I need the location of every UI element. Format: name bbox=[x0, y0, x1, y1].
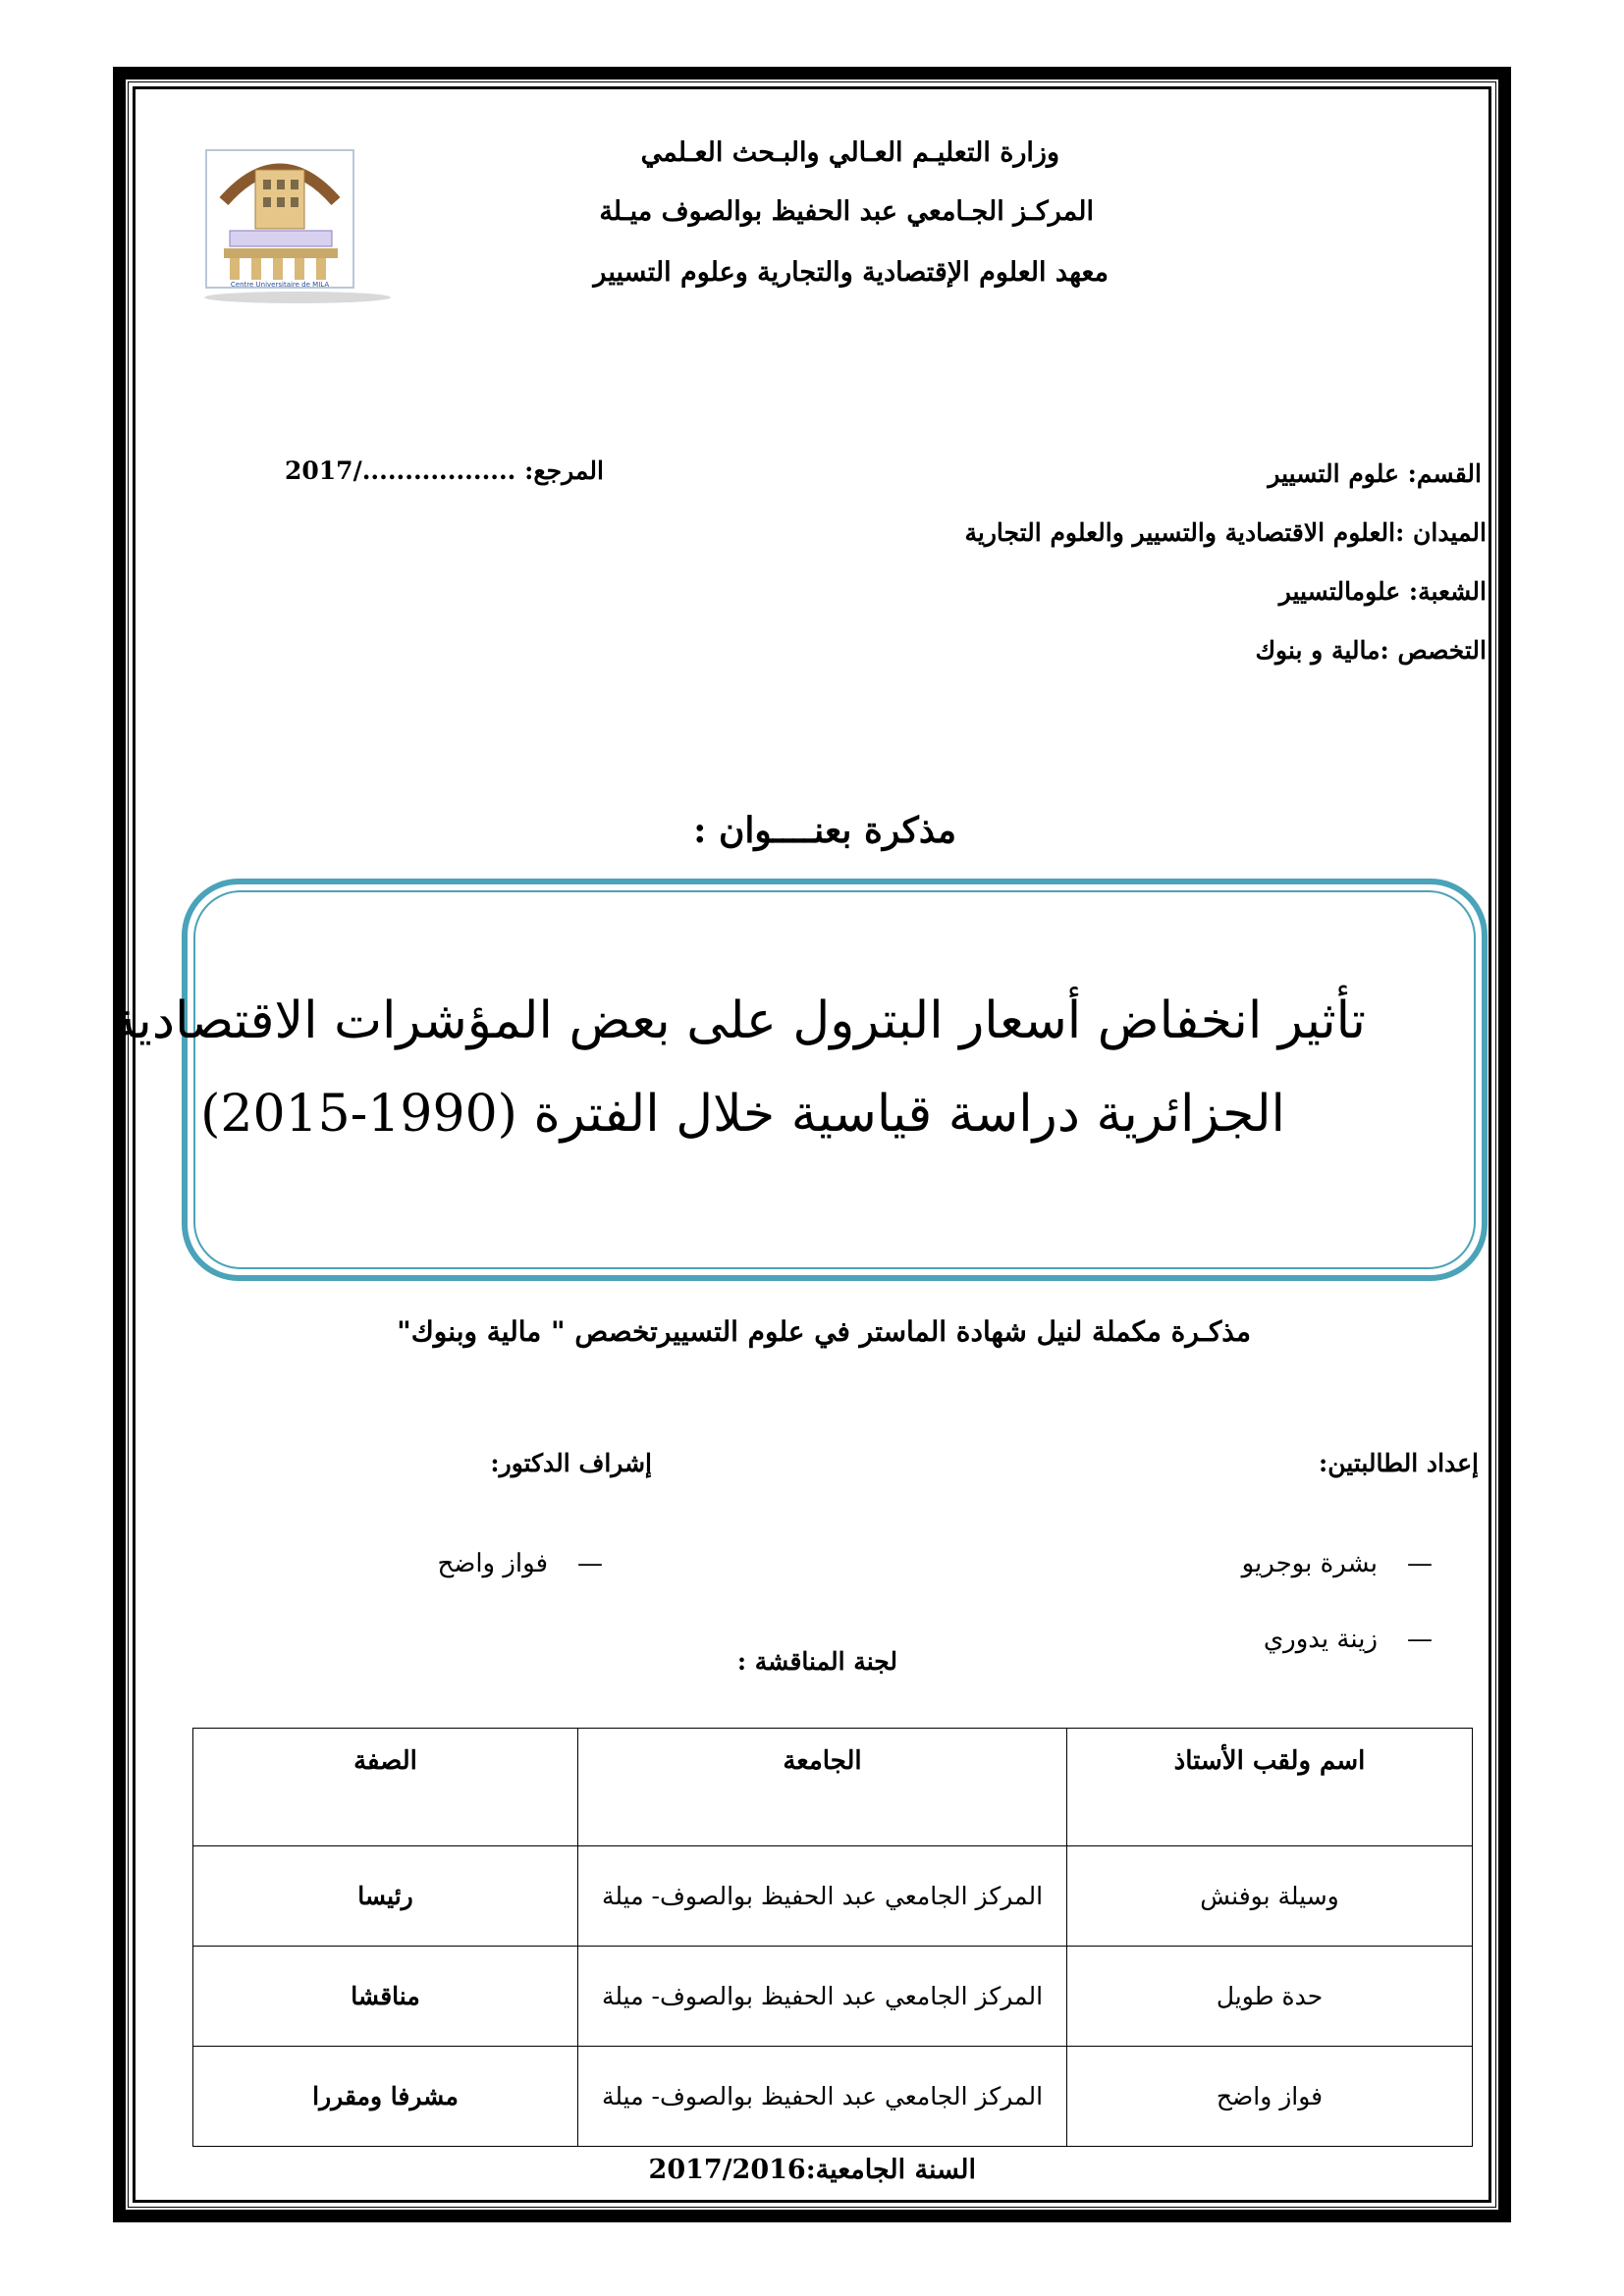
institute-name: معهد العلوم الإقتصادية والتجارية وعلوم التسيير bbox=[593, 257, 1109, 288]
jury-member-university: المركز الجامعي عبد الحفيظ بوالصوف- ميلة bbox=[578, 1947, 1067, 2047]
academic-year: السنة الجامعية:2017/2016 bbox=[648, 2155, 976, 2185]
jury-member-name: فواز واضح bbox=[1067, 2047, 1473, 2147]
header-role: الصفة bbox=[193, 1729, 578, 1846]
supervisor-label: إشراف الدكتور: bbox=[490, 1449, 652, 1477]
field-line: الميدان :العلوم الاقتصادية والتسيير والعلوم التجارية bbox=[964, 518, 1487, 547]
header-professor: اسم ولقب الأستاذ bbox=[1067, 1729, 1473, 1846]
table-row bbox=[193, 1846, 1473, 1947]
table-row bbox=[193, 1947, 1473, 2047]
title-box-inner bbox=[193, 890, 1476, 1269]
thesis-title-line1: تأثير انخفاض أسعار البترول على بعض المؤشرات الاقتصادية bbox=[110, 991, 1366, 1050]
supervisor-name: —فواز واضح bbox=[437, 1549, 603, 1578]
thesis-title-line2: الجزائرية دراسة قياسية خلال الفترة (1990-2015) bbox=[200, 1085, 1285, 1144]
jury-header-row bbox=[193, 1729, 1473, 1846]
logo-caption: Centre Universitaire de MILA bbox=[230, 281, 330, 289]
jury-member-university: المركز الجامعي عبد الحفيظ بوالصوف- ميلة bbox=[578, 2047, 1067, 2147]
department-line: القسم: علوم التسيير bbox=[1268, 459, 1482, 488]
memo-subtitle: مذكـرة مكملة لنيل شهادة الماستر في علوم التسييرتخصص " مالية وبنوك" bbox=[397, 1315, 1251, 1348]
students-label: إعداد الطالبتين: bbox=[1319, 1449, 1479, 1477]
table-row bbox=[193, 2047, 1473, 2147]
branch-line: الشعبة: علومالتسيير bbox=[1278, 577, 1487, 606]
jury-member-name: حدة طويل bbox=[1067, 1947, 1473, 2047]
student-name-1: —بشرة بوجريو bbox=[1241, 1549, 1433, 1578]
student-name-2: —زينة يدوري bbox=[1263, 1625, 1433, 1654]
jury-table bbox=[192, 1728, 1473, 2147]
memo-label: مذكرة بعنــــوان : bbox=[693, 810, 956, 851]
header-university: الجامعة bbox=[578, 1729, 1067, 1846]
jury-member-university: المركز الجامعي عبد الحفيظ بوالصوف- ميلة bbox=[578, 1846, 1067, 1947]
jury-member-role: مشرفا ومقررا bbox=[193, 2047, 578, 2147]
jury-member-role: رئيسا bbox=[193, 1846, 578, 1947]
reference-line: المرجع: ................../2017 bbox=[285, 456, 604, 485]
center-name: المركـز الجـامعي عبد الحفيظ بوالصوف ميـلة bbox=[599, 196, 1094, 227]
specialty-line: التخصص :مالية و بنوك bbox=[1255, 636, 1487, 665]
university-logo bbox=[194, 142, 401, 304]
jury-member-role: مناقشا bbox=[193, 1947, 578, 2047]
ministry-name: وزارة التعليـم العـالي والبـحث العـلمي bbox=[640, 137, 1059, 168]
jury-member-name: وسيلة بوفنش bbox=[1067, 1846, 1473, 1947]
jury-label: لجنة المناقشة : bbox=[736, 1647, 897, 1676]
